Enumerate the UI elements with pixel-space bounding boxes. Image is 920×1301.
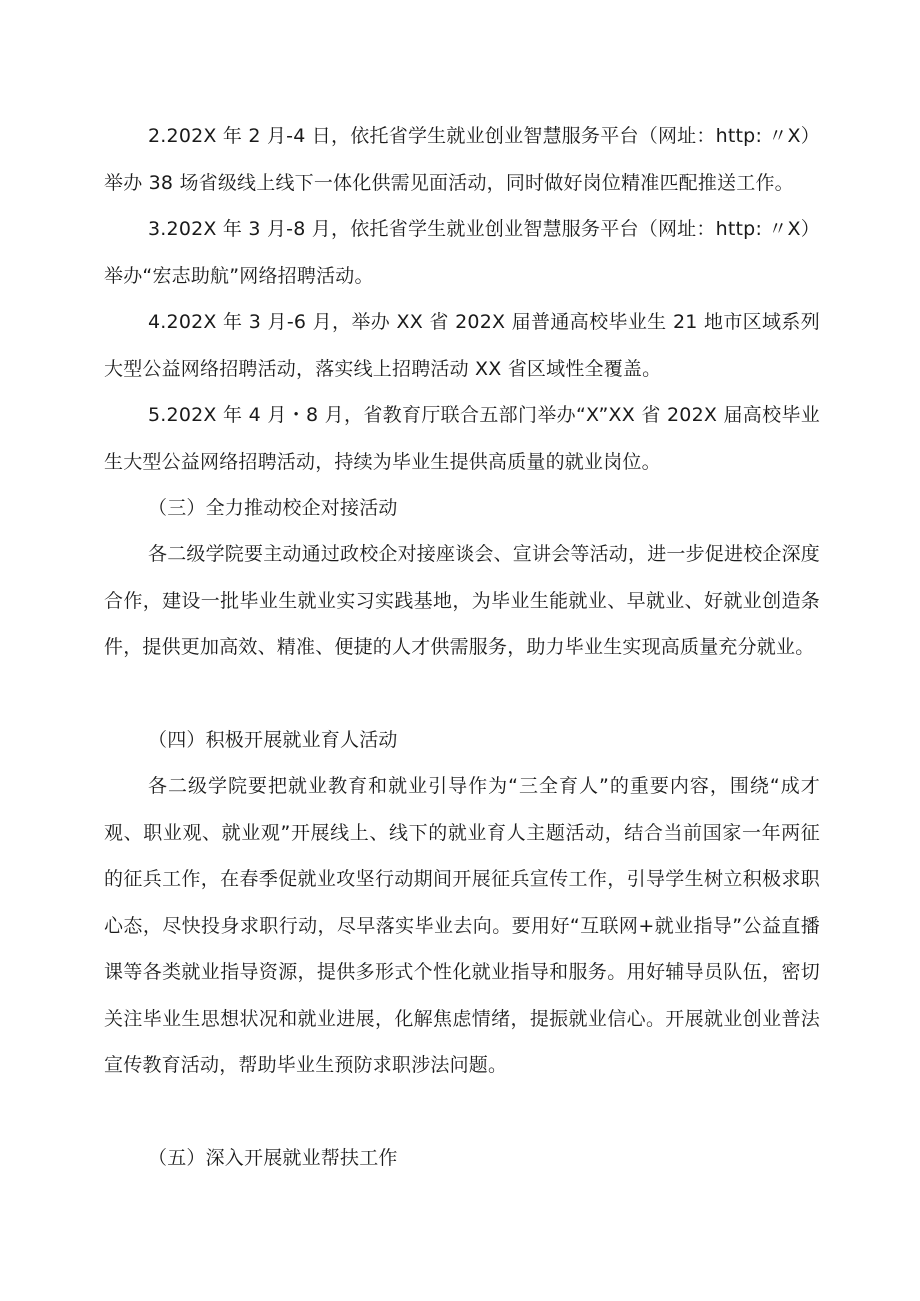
section-heading-4: （四）积极开展就业育人活动 — [148, 729, 398, 751]
body-paragraph-employment-education: 各二级学院要把就业教育和就业引导作为“三全育人”的重要内容，围绕“成才观、职业观、就业观”开展线上、线下的就业育人主题活动，结合当前国家一年两征的征兵工作，在春季促就业攻坚行动期间开展征兵宣传工作，引导学生树立积极求职心态，尽快投身求职行动，尽早落实毕业去向。要用好“互联网+就业指导”公益直播课等各类就业指导资源，提供多形式个性化就业指导和服务。用好辅导员队伍，密切关注毕业生思想状况和就业进展，化解焦虑情绪，提振就业信心。开展就业创业普法宣传教育活动，帮助毕业生预防求职涉法问题。 — [104, 775, 820, 1076]
section-heading-3: （三）全力推动校企对接活动 — [148, 497, 398, 519]
body-paragraph-school-enterprise: 各二级学院要主动通过政校企对接座谈会、宣讲会等活动，进一步促进校企深度合作，建设一批毕业生就业实习实践基地，为毕业生能就业、早就业、好就业创造条件，提供更加高效、精准、便捷的人才供需服务，助力毕业生实现高质量充分就业。 — [104, 543, 821, 658]
list-item-5: 5.202X 年 4 月・8 月，省教育厅联合五部门举办“X”XX 省 202X 届高校毕业生大型公益网络招聘活动，持续为毕业生提供高质量的就业岗位。 — [104, 404, 820, 473]
list-item-3: 3.202X 年 3 月-8 月，依托省学生就业创业智慧服务平台（网址：http: 〃X）举办“宏志助航”网络招聘活动。 — [104, 218, 820, 287]
list-item-2: 2.202X 年 2 月-4 日，依托省学生就业创业智慧服务平台（网址：http: 〃X）举办 38 场省级线上线下一体化供需见面活动，同时做好岗位精准匹配推送工作。 — [104, 125, 820, 194]
section-heading-5: （五）深入开展就业帮扶工作 — [148, 1147, 398, 1169]
list-item-4: 4.202X 年 3 月-6 月，举办 XX 省 202X 届普通高校毕业生 21 地市区域系列大型公益网络招聘活动，落实线上招聘活动 XX 省区域性全覆盖。 — [104, 311, 820, 380]
